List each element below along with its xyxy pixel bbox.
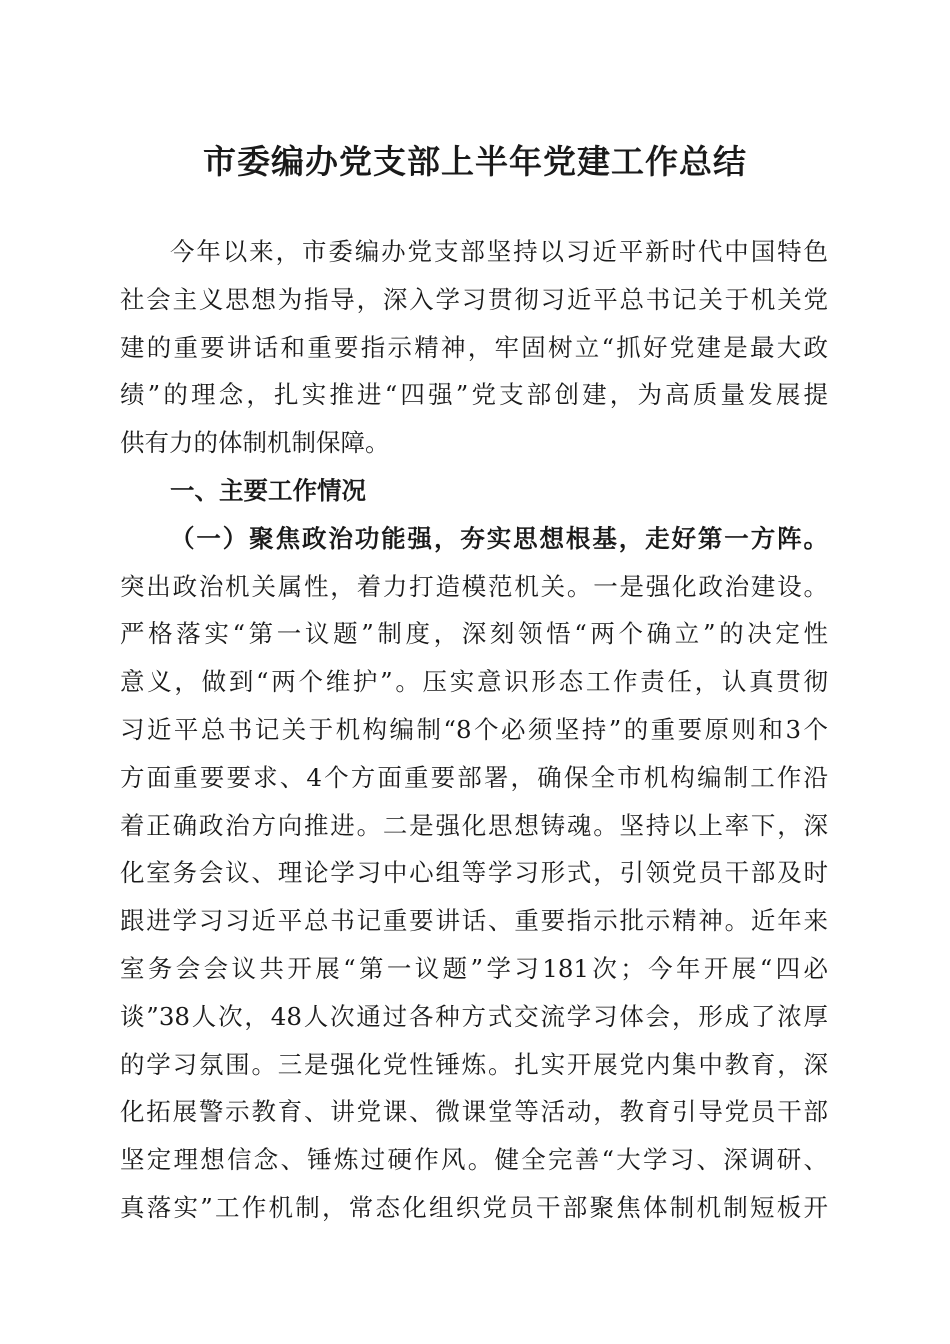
- paragraph-line: 意义，做到“两个维护”。压实意识形态工作责任，认真贯彻: [120, 667, 828, 697]
- paragraph-line: 室务会会议共开展“第一议题”学习181次；今年开展“四必: [120, 953, 828, 983]
- paragraph-line: 突出政治机关属性，着力打造模范机关。一是强化政治建设。: [120, 571, 828, 601]
- paragraph-line: 真落实”工作机制，常态化组织党员干部聚焦体制机制短板开: [120, 1192, 828, 1222]
- paragraph-line: 的学习氛围。三是强化党性锤炼。扎实开展党内集中教育，深: [120, 1049, 828, 1079]
- section-heading: 一、主要工作情况: [170, 475, 366, 505]
- paragraph-line: 严格落实“第一议题”制度，深刻领悟“两个确立”的决定性: [120, 619, 828, 649]
- paragraph-line: 社会主义思想为指导，深入学习贯彻习近平总书记关于机关党: [120, 284, 828, 314]
- document-title: 市委编办党支部上半年党建工作总结: [203, 142, 747, 181]
- document-body: [120, 228, 828, 1232]
- paragraph-line: 习近平总书记关于机构编制“8个必须坚持”的重要原则和3个: [120, 714, 828, 744]
- paragraph-line: 建的重要讲话和重要指示精神，牢固树立“抓好党建是最大政: [120, 332, 828, 362]
- paragraph-line: 化室务会议、理论学习中心组等学习形式，引领党员干部及时: [120, 858, 828, 888]
- paragraph-line: 方面重要要求、4个方面重要部署，确保全市机构编制工作沿: [120, 762, 828, 792]
- paragraph-line: 供有力的体制机制保障。: [120, 428, 390, 458]
- paragraph-line: 化拓展警示教育、讲党课、微课堂等活动，教育引导党员干部: [120, 1097, 828, 1127]
- paragraph-line: 着正确政治方向推进。二是强化思想铸魂。坚持以上率下，深: [120, 810, 828, 840]
- subsection-heading: （一）聚焦政治功能强，夯实思想根基，走好第一方阵。: [170, 523, 828, 553]
- paragraph-line: 坚定理想信念、锤炼过硬作风。健全完善“大学习、深调研、: [120, 1145, 828, 1175]
- paragraph-line: 跟进学习习近平总书记重要讲话、重要指示批示精神。近年来: [120, 906, 828, 936]
- paragraph-line: 今年以来，市委编办党支部坚持以习近平新时代中国特色: [170, 237, 828, 266]
- paragraph-line: 谈”38人次，48人次通过各种方式交流学习体会，形成了浓厚: [120, 1001, 828, 1031]
- paragraph-line: 绩”的理念，扎实推进“四强”党支部创建，为高质量发展提: [120, 380, 828, 410]
